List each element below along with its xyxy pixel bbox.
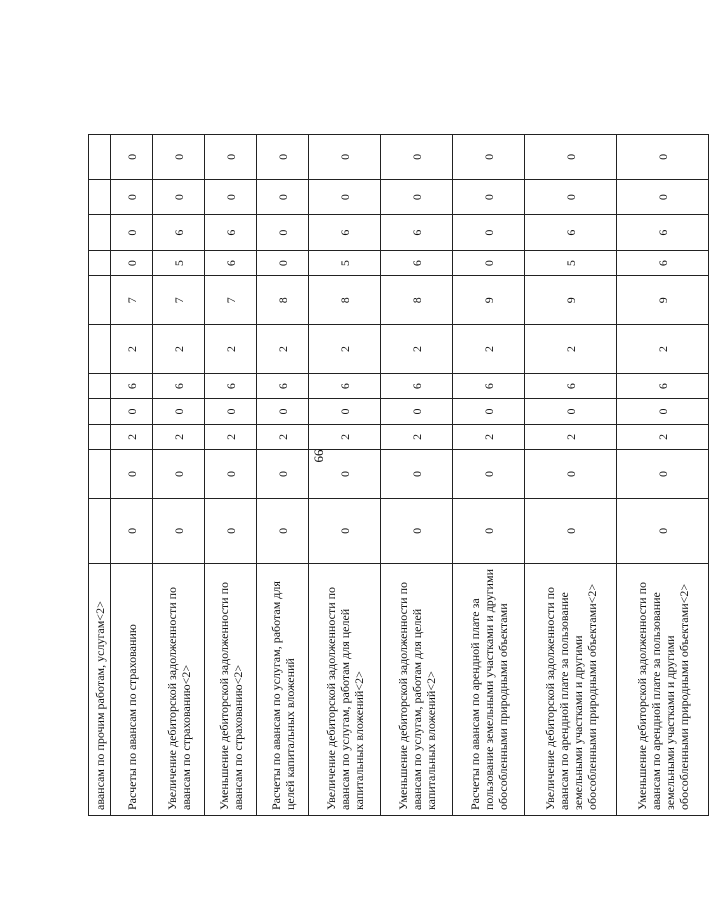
table-row [153,135,205,816]
table-row [89,135,111,816]
table-region [88,134,691,816]
code-cell: 0 [205,498,257,563]
table-row [257,135,309,816]
code-cell: 6 [205,250,257,275]
table-body [89,135,709,816]
code-cell: 0 [257,250,309,275]
code-cell: 0 [617,399,709,424]
code-cell: 0 [453,450,525,499]
code-cell: 6 [309,373,381,398]
code-cell: 6 [111,373,153,398]
code-cell: 6 [525,215,617,251]
row-description: Уменьшение дебиторской задолженности по авансам по арендной плате за пользование земельными участками и другими обособленными природными объектами<2> [617,563,709,815]
row-description: Расчеты по авансам по услугам, работам для целей капитальных вложений [257,563,309,815]
code-cell: 9 [453,276,525,325]
table-row [617,135,709,816]
code-cell [89,498,111,563]
code-cell: 0 [381,399,453,424]
code-cell: 0 [111,250,153,275]
code-cell: 6 [153,215,205,251]
code-cell: 7 [153,276,205,325]
code-cell: 0 [453,179,525,215]
code-cell [89,399,111,424]
code-cell: 0 [309,399,381,424]
code-cell [89,179,111,215]
code-cell: 0 [525,498,617,563]
code-cell: 2 [257,325,309,374]
code-cell: 7 [205,276,257,325]
code-cell: 2 [153,424,205,449]
code-cell: 0 [153,399,205,424]
code-cell: 0 [111,450,153,499]
code-cell: 0 [111,215,153,251]
code-cell: 0 [453,135,525,180]
code-cell: 0 [111,179,153,215]
code-cell: 2 [525,424,617,449]
code-cell: 0 [617,135,709,180]
code-cell: 0 [111,399,153,424]
row-description: Увеличение дебиторской задолженности по авансам по страхованию<2> [153,563,205,815]
table-row [381,135,453,816]
code-cell: 0 [617,179,709,215]
table-row [111,135,153,816]
code-cell: 6 [525,373,617,398]
table-row [453,135,525,816]
table-row [205,135,257,816]
table-rotated-wrapper [88,134,691,816]
code-cell: 0 [617,498,709,563]
code-cell: 0 [381,450,453,499]
code-cell: 6 [153,373,205,398]
code-cell: 6 [309,215,381,251]
code-cell: 2 [617,325,709,374]
code-cell: 0 [525,179,617,215]
code-cell [89,250,111,275]
code-cell: 6 [617,250,709,275]
code-cell: 6 [257,373,309,398]
code-cell: 0 [381,135,453,180]
code-cell [89,135,111,180]
code-cell: 5 [309,250,381,275]
code-cell [89,276,111,325]
code-cell: 6 [381,215,453,251]
code-cell: 0 [617,450,709,499]
code-cell: 7 [111,276,153,325]
code-cell: 0 [111,498,153,563]
code-cell: 2 [525,325,617,374]
code-cell: 0 [525,135,617,180]
code-cell: 0 [257,399,309,424]
code-cell: 0 [205,179,257,215]
code-cell: 0 [153,179,205,215]
code-cell: 0 [453,399,525,424]
code-cell: 2 [153,325,205,374]
row-description: Уменьшение дебиторской задолженности по авансам по страхованию<2> [205,563,257,815]
code-cell: 5 [153,250,205,275]
code-cell: 0 [257,179,309,215]
code-cell: 6 [381,373,453,398]
code-cell: 0 [257,498,309,563]
code-cell: 2 [617,424,709,449]
row-description: Увеличение дебиторской задолженности по авансам по услугам, работам для целей капитальных вложений<2> [309,563,381,815]
code-cell: 0 [309,450,381,499]
code-cell: 0 [205,135,257,180]
code-cell: 2 [309,424,381,449]
code-cell: 8 [309,276,381,325]
code-cell: 6 [205,215,257,251]
code-cell: 6 [381,250,453,275]
code-cell [89,215,111,251]
code-cell: 0 [257,135,309,180]
code-cell: 0 [205,399,257,424]
row-description: авансам по прочим работам, услугам<2> [89,563,111,815]
code-cell: 2 [309,325,381,374]
code-cell: 0 [309,179,381,215]
code-cell: 6 [617,215,709,251]
code-cell: 2 [381,424,453,449]
page-number: 99 [311,449,327,463]
code-cell: 2 [453,325,525,374]
code-cell [89,373,111,398]
code-cell: 9 [617,276,709,325]
code-cell [89,325,111,374]
code-cell: 8 [381,276,453,325]
code-cell: 6 [617,373,709,398]
code-cell: 0 [153,498,205,563]
code-cell: 2 [205,424,257,449]
code-cell: 2 [381,325,453,374]
code-cell: 0 [453,498,525,563]
row-description: Расчеты по авансам по арендной плате за пользование земельными участками и другими обособленными природными объектами [453,563,525,815]
row-description: Уменьшение дебиторской задолженности по авансам по услугам, работам для целей капитальных вложений<2> [381,563,453,815]
code-cell [89,450,111,499]
code-cell: 0 [309,498,381,563]
code-cell: 2 [453,424,525,449]
code-cell: 0 [153,135,205,180]
code-cell: 0 [111,135,153,180]
code-cell: 6 [453,373,525,398]
table-row [525,135,617,816]
code-cell: 2 [111,424,153,449]
code-cell: 8 [257,276,309,325]
code-cell: 0 [153,450,205,499]
code-cell: 6 [205,373,257,398]
code-cell: 9 [525,276,617,325]
code-cell: 2 [257,424,309,449]
code-cell: 2 [205,325,257,374]
code-cell: 0 [453,215,525,251]
code-cell: 2 [111,325,153,374]
table-row [309,135,381,816]
code-cell: 0 [525,450,617,499]
code-cell: 5 [525,250,617,275]
row-description: Расчеты по авансам по страхованию [111,563,153,815]
code-cell: 0 [381,179,453,215]
code-cell: 0 [257,450,309,499]
row-description: Увеличение дебиторской задолженности по авансам по арендной плате за пользование земельными участками и другими обособленными природными объектами<2> [525,563,617,815]
code-cell: 0 [257,215,309,251]
budget-classification-table [88,134,709,816]
code-cell: 0 [381,498,453,563]
code-cell: 0 [205,450,257,499]
code-cell [89,424,111,449]
code-cell: 0 [453,250,525,275]
code-cell: 0 [309,135,381,180]
code-cell: 0 [525,399,617,424]
